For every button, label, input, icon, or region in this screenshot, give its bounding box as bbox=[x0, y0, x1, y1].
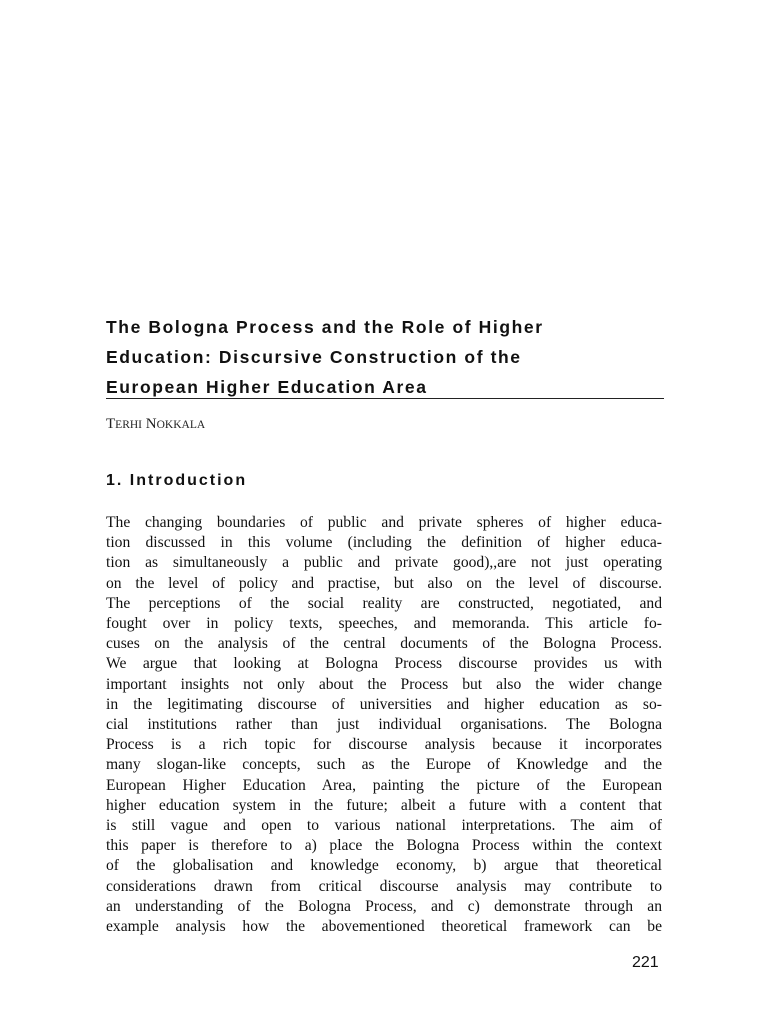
author-first-rest: ERHI bbox=[115, 419, 143, 431]
body-line: in the legitimating discourse of universities and higher education as so- bbox=[106, 695, 662, 713]
body-line: European Higher Education Area, painting the picture of the European bbox=[106, 776, 662, 794]
chapter-title bbox=[106, 312, 666, 402]
body-line: tion discussed in this volume (including the definition of higher educa- bbox=[106, 534, 662, 552]
body-line: The changing boundaries of public and private spheres of higher educa- bbox=[106, 514, 662, 531]
body-line: important insights not only about the Process but also the wider change bbox=[106, 675, 662, 693]
body-line: Process is a rich topic for discourse analysis because it incorporates bbox=[106, 736, 662, 754]
author-first-initial: T bbox=[106, 416, 116, 432]
page-number: 221 bbox=[632, 954, 659, 971]
body-line: We argue that looking at Bologna Process discourse provides us with bbox=[106, 655, 662, 673]
section-heading: 1. Introduction bbox=[106, 472, 248, 489]
body-line: The perceptions of the social reality are constructed, negotiated, and bbox=[106, 594, 662, 612]
title-rule bbox=[106, 398, 664, 399]
body-line: higher education system in the future; albeit a future with a content that bbox=[106, 796, 662, 814]
body-line: cial institutions rather than just individual organisations. The Bologna bbox=[106, 716, 662, 734]
body-line: of the globalisation and knowledge economy, b) argue that theoretical bbox=[106, 857, 662, 875]
body-line: cuses on the analysis of the central documents of the Bologna Process. bbox=[106, 635, 662, 653]
body-line: many slogan-like concepts, such as the Europe of Knowledge and the bbox=[106, 756, 662, 774]
chapter-title-line: Education: Discursive Construction of the bbox=[106, 347, 522, 367]
body-line: considerations drawn from critical discourse analysis may contribute to bbox=[106, 877, 662, 895]
chapter-title-line: European Higher Education Area bbox=[106, 377, 428, 397]
body-line: fought over in policy texts, speeches, and memoranda. This article fo- bbox=[106, 615, 662, 633]
body-line: an understanding of the Bologna Process, and c) demonstrate through an bbox=[106, 897, 662, 915]
author-name bbox=[106, 416, 205, 433]
chapter-title-line: The Bologna Process and the Role of Higher bbox=[106, 317, 544, 337]
author-last-initial: N bbox=[145, 416, 157, 432]
body-line: this paper is therefore to a) place the Bologna Process within the context bbox=[106, 837, 662, 855]
body-line: on the level of policy and practise, but also on the level of discourse. bbox=[106, 574, 662, 592]
author-last-rest: OKKALA bbox=[156, 419, 206, 431]
body-line: tion as simultaneously a public and private good),,are not just operating bbox=[106, 554, 662, 572]
body-line: example analysis how the abovementioned theoretical framework can be bbox=[106, 918, 662, 936]
body-paragraph bbox=[106, 513, 662, 937]
body-line: is still vague and open to various national interpretations. The aim of bbox=[106, 817, 662, 835]
